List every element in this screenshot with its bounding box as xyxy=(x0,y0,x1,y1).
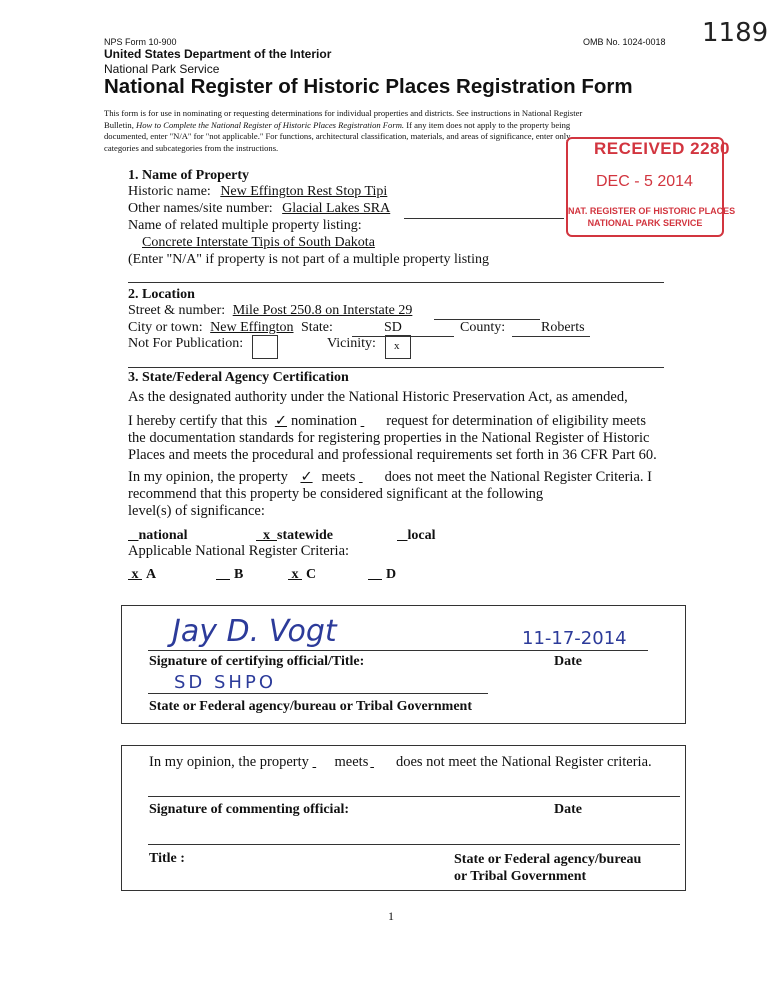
city-row xyxy=(128,320,333,336)
section-1-heading: 1. Name of Property xyxy=(128,168,250,183)
stamp-received: RECEIVED 2280 xyxy=(594,139,730,158)
certify-line-1: I hereby certify that this ✓ nomination request for determination of eligibility meets xyxy=(128,413,646,429)
commenting-official-box xyxy=(121,745,686,891)
department-name: United States Department of the Interior xyxy=(104,47,332,61)
county-underline xyxy=(512,336,590,337)
level-statewide: x statewide xyxy=(263,528,333,543)
date-handwriting: 11-17-2014 xyxy=(522,628,627,649)
cert-date-label: Date xyxy=(554,654,582,669)
signature-handwriting: Jay D. Vogt xyxy=(172,614,337,649)
city-label: City or town: xyxy=(128,320,203,335)
opinion-paragraph xyxy=(128,469,652,520)
related-listing-value: Concrete Interstate Tipis of South Dakota xyxy=(142,235,375,250)
opinion-line-2: recommend that this property be considered significant at the following xyxy=(128,486,544,502)
opinion-line-1: In my opinion, the property ✓ meets does not meet the National Register Criteria. I xyxy=(128,469,652,485)
intro-line-3: documented, enter "N/A" for "not applicable." For functions, architectural classification, materials, and areas of significance, enter only xyxy=(104,131,571,141)
level-national: national xyxy=(138,528,188,543)
opinion-line-3: level(s) of significance: xyxy=(128,503,265,519)
street-value: Mile Post 250.8 on Interstate 29 xyxy=(232,303,413,318)
agency-handwriting: SD SHPO xyxy=(174,672,276,693)
stamp-line-2: NATIONAL PARK SERVICE xyxy=(587,218,703,228)
intro-line-2: Bulletin, How to Complete the National Register of Historic Places Registration Form. If any item does not apply to the property being xyxy=(104,119,571,130)
stamp-line-1: NAT. REGISTER OF HISTORIC PLACES xyxy=(568,206,736,216)
nomination-mark: ✓ xyxy=(274,413,288,429)
intro-line-4: categories and subcategories from the instructions. xyxy=(104,142,279,153)
other-names-row xyxy=(128,201,390,217)
certification-box xyxy=(121,605,686,724)
stamp-date: DEC - 5 2014 xyxy=(596,173,693,190)
section-1-divider xyxy=(128,282,664,283)
county-label: County: xyxy=(460,320,506,335)
vicinity-checkbox[interactable] xyxy=(385,335,411,359)
other-names-value: Glacial Lakes SRA xyxy=(282,201,391,216)
section-3-intro: As the designated authority under the National Historic Preservation Act, as amended, xyxy=(128,389,628,405)
vicinity-checkbox-value: x xyxy=(394,340,400,352)
criterion-a: x A xyxy=(131,567,157,582)
certify-line-2: the documentation standards for registering properties in the National Register of Historic xyxy=(128,430,650,446)
section-2-heading: 2. Location xyxy=(128,287,195,302)
meets-mark: ✓ xyxy=(300,469,313,485)
agency-line xyxy=(148,693,488,694)
omb-number: OMB No. 1024-0018 xyxy=(583,37,666,47)
comment-agency-label: State or Federal agency/bureau or Tribal Government xyxy=(454,852,642,884)
related-listing-label: Name of related multiple property listing: xyxy=(128,218,362,233)
certify-line-3: Places and meets the procedural and professional requirements set forth in 36 CFR Part 60. xyxy=(128,447,657,463)
section-2-divider xyxy=(128,367,664,368)
criterion-d: D xyxy=(386,567,397,582)
criterion-b: B xyxy=(234,567,244,582)
historic-name-value: New Effington Rest Stop Tipi xyxy=(220,184,388,199)
criterion-c: x C xyxy=(291,567,317,582)
comment-signature-label: Signature of commenting official: xyxy=(149,802,349,817)
comment-signature-line xyxy=(148,796,680,797)
street-row xyxy=(128,303,412,319)
county-value: Roberts xyxy=(541,320,585,335)
historic-name-label: Historic name: xyxy=(128,184,211,199)
comment-title-label: Title : xyxy=(149,851,185,866)
other-names-underline xyxy=(404,218,564,219)
nfp-label: Not For Publication: xyxy=(128,336,244,351)
handwritten-page-number: 1189 xyxy=(702,18,769,48)
level-local: local xyxy=(407,528,436,543)
section-1-note: (Enter "N/A" if property is not part of a multiple property listing xyxy=(128,252,489,267)
page-number: 1 xyxy=(388,909,394,923)
state-label: State: xyxy=(301,320,333,335)
cert-agency-label: State or Federal agency/bureau or Tribal Government xyxy=(149,699,473,714)
form-title: National Register of Historic Places Registration Form xyxy=(104,75,633,98)
nfp-checkbox[interactable] xyxy=(252,335,278,359)
cert-signature-label: Signature of certifying official/Title: xyxy=(149,654,365,669)
comment-date-label: Date xyxy=(554,802,582,817)
received-stamp xyxy=(566,137,736,237)
street-label: Street & number: xyxy=(128,303,226,318)
historic-name-row xyxy=(128,184,387,200)
comment-title-line xyxy=(148,844,680,845)
service-name: National Park Service xyxy=(104,62,220,76)
city-value: New Effington xyxy=(210,320,294,335)
state-value: SD xyxy=(384,320,402,335)
intro-line-1: This form is for use in nominating or requesting determinations for individual properties and districts. See instructions in National Register xyxy=(104,108,583,118)
section-3-heading: 3. State/Federal Agency Certification xyxy=(128,370,349,385)
other-names-label: Other names/site number: xyxy=(128,201,273,216)
form-number: NPS Form 10-900 xyxy=(104,37,177,47)
comment-opinion-row: In my opinion, the property meets does not meet the National Register criteria. xyxy=(149,754,652,770)
criteria-label: Applicable National Register Criteria: xyxy=(128,543,350,559)
certify-paragraph xyxy=(128,413,657,464)
vicinity-label: Vicinity: xyxy=(327,336,376,351)
signature-line xyxy=(148,650,648,651)
